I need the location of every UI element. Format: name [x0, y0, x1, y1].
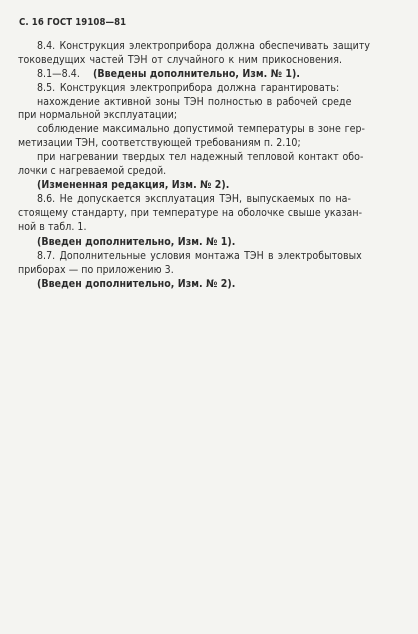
- text-line: 8.7. Дополнительные условия монтажа ТЭН в электробытовых: [37, 250, 362, 262]
- text-line: лочки с нагреваемой средой.: [18, 165, 167, 177]
- text-line: приборах — по приложению 3.: [18, 264, 174, 276]
- amendment-note: (Введен дополнительно, Изм. № 2).: [37, 278, 236, 290]
- text-line: при нагревании твердых тел надежный тепловой контакт обо-: [37, 151, 364, 163]
- standard-code: ГОСТ 19108—81: [46, 17, 127, 28]
- page-header: [19, 17, 126, 28]
- text-line: соблюдение максимально допустимой температуры в зоне гер-: [37, 123, 366, 135]
- text-line: метизации ТЭН, соответствующей требованиям п. 2.10;: [18, 137, 301, 149]
- text-line: 8.1—8.4.: [37, 68, 80, 80]
- amendment-note: (Измененная редакция, Изм. № 2).: [37, 179, 230, 191]
- amendment-note: (Введены дополнительно, Изм. № 1).: [93, 68, 300, 80]
- text-line: при нормальной эксплуатации;: [18, 109, 178, 121]
- page-number: С. 16: [19, 17, 44, 28]
- text-line: ной в табл. 1.: [18, 221, 87, 233]
- text-line: токоведущих частей ТЭН от случайного к ним прикосновения.: [18, 54, 343, 66]
- text-line: 8.5. Конструкция электроприбора должна гарантировать:: [37, 82, 340, 94]
- text-line: стоящему стандарту, при температуре на оболочке свыше указан-: [18, 207, 363, 219]
- text-line: 8.4. Конструкция электроприбора должна обеспечивать защиту: [37, 40, 371, 52]
- amendment-note: (Введен дополнительно, Изм. № 1).: [37, 236, 236, 248]
- text-line: нахождение активной зоны ТЭН полностью в рабочей среде: [37, 96, 352, 108]
- text-line: 8.6. Не допускается эксплуатация ТЭН, выпускаемых по на-: [37, 193, 351, 205]
